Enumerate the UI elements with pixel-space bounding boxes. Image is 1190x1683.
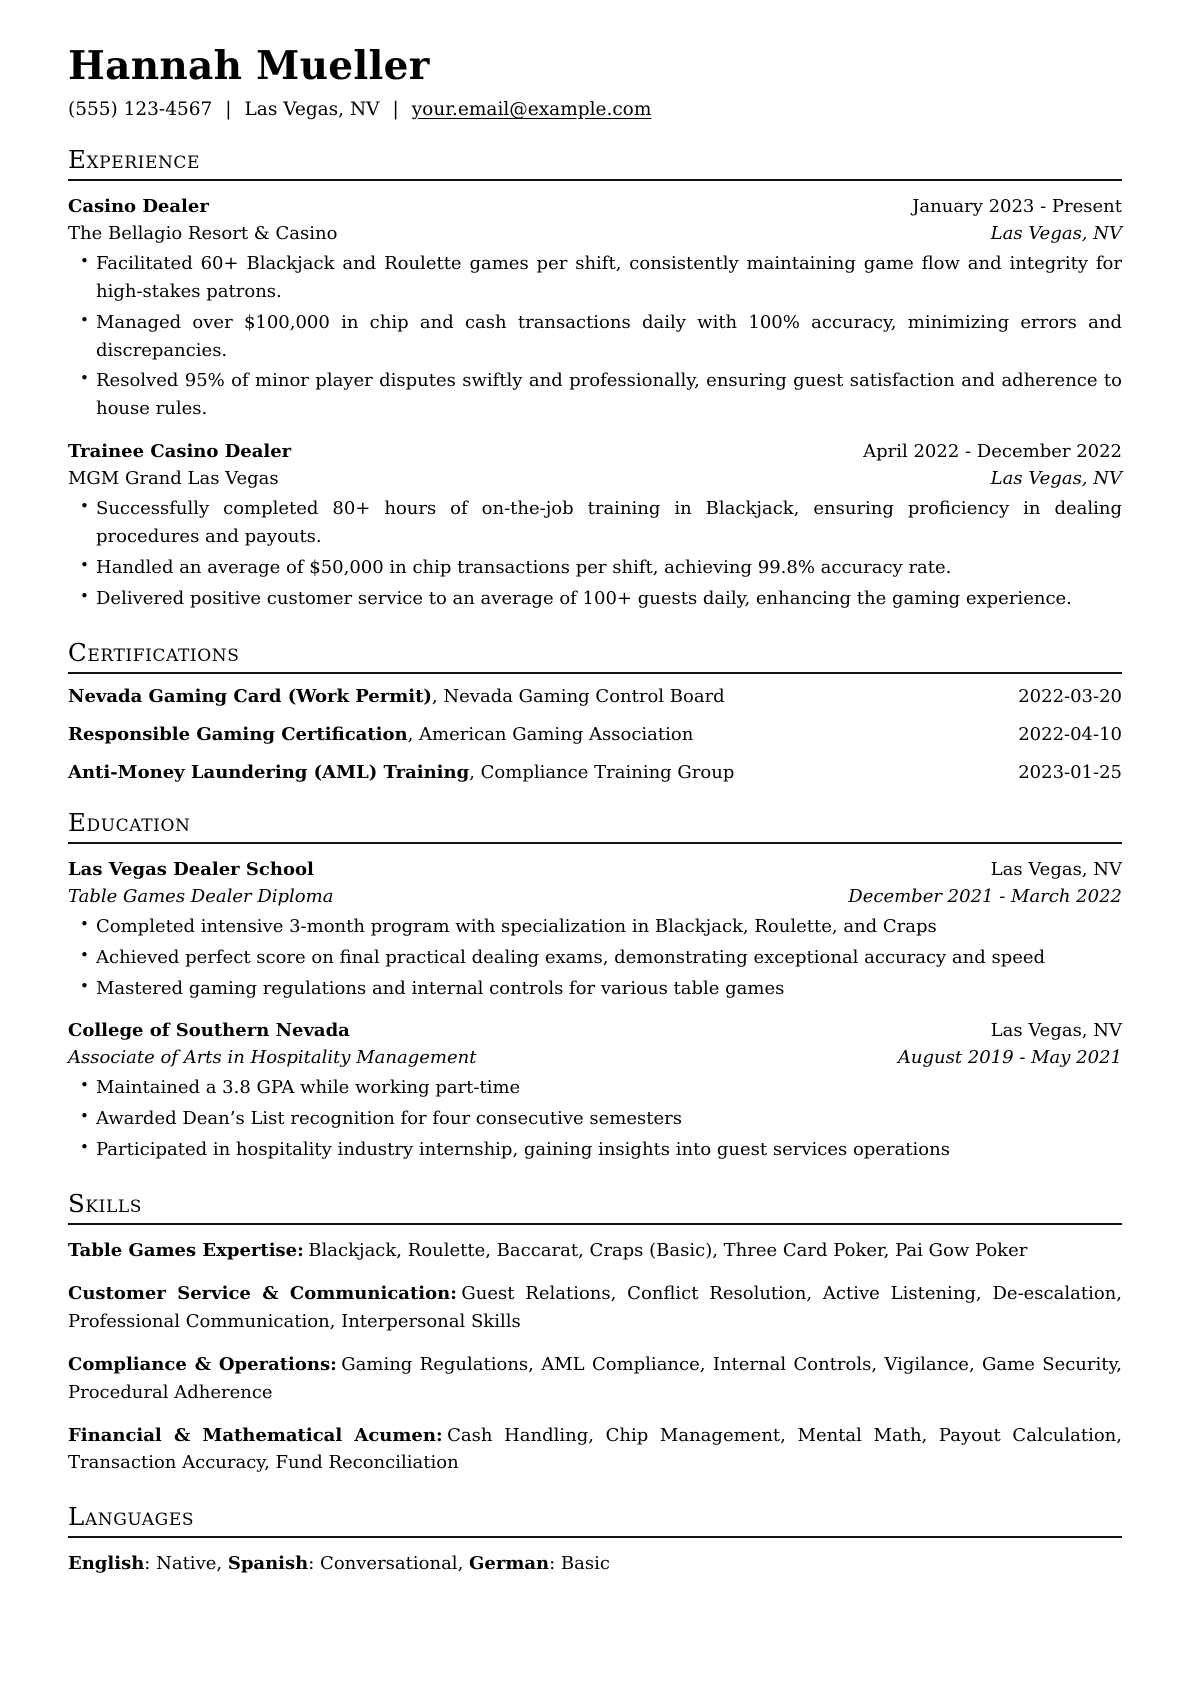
skill-group <box>68 1280 1122 1336</box>
bullet-text: Resolved 95% of minor player disputes swiftly and professionally, ensuring guest satisfaction and adherence to house rules. <box>96 370 1122 420</box>
school-location: Las Vegas, NV <box>990 1020 1122 1042</box>
job-bullet-list <box>68 250 1122 423</box>
bullet-text: Managed over $100,000 in chip and cash transactions daily with 100% accuracy, minimizing errors and discrepancies. <box>96 311 1122 361</box>
bullet-item <box>68 309 1122 365</box>
bullet-text: Facilitated 60+ Blackjack and Roulette games per shift, consistently maintaining game flow and integrity for high-stakes patrons. <box>96 252 1122 302</box>
certification-row <box>68 762 1122 783</box>
languages-line <box>68 1550 1122 1578</box>
bullet-icon: • <box>80 1138 89 1157</box>
job-bullet-list <box>68 495 1122 613</box>
person-name: Hannah Mueller <box>68 43 430 89</box>
bullet-text: Delivered positive customer service to an average of 100+ guests daily, enhancing the gaming experience. <box>96 587 1072 609</box>
job-company: The Bellagio Resort & Casino <box>68 222 338 244</box>
bullet-icon: • <box>80 497 89 516</box>
bullet-item <box>68 585 1122 613</box>
separator-comma: , <box>216 1553 228 1575</box>
resume-header <box>68 44 1122 120</box>
separator-comma: , <box>469 761 481 783</box>
job-company: MGM Grand Las Vegas <box>68 468 279 490</box>
job-title: Trainee Casino Dealer <box>68 441 292 463</box>
school-location: Las Vegas, NV <box>990 858 1122 880</box>
school-name: College of Southern Nevada <box>68 1020 350 1042</box>
school-dates: December 2021 - March 2022 <box>848 885 1122 907</box>
school-name: Las Vegas Dealer School <box>68 858 314 880</box>
job-dates: January 2023 - Present <box>912 195 1122 217</box>
school-entry <box>68 1017 1122 1164</box>
bullet-icon: • <box>80 586 89 605</box>
bullet-icon: • <box>80 251 89 270</box>
certification-name: Anti-Money Laundering (AML) Training <box>68 761 470 783</box>
phone-number: (555) 123-4567 <box>68 98 213 120</box>
skill-text: Gaming Regulations, AML Compliance, Internal Controls, Vigilance, Game Security, Procedural Adherence <box>68 1353 1122 1403</box>
certification-date: 2022-04-10 <box>1018 723 1122 745</box>
certification-name: Nevada Gaming Card (Work Permit) <box>68 685 432 707</box>
separator-comma: , <box>407 723 420 745</box>
separator-pipe: | <box>392 98 399 120</box>
bullet-text: Completed intensive 3-month program with specialization in Blackjack, Roulette, and Craps <box>96 915 937 937</box>
bullet-item <box>68 913 1122 941</box>
bullet-icon: • <box>80 1107 89 1126</box>
certification-issuer: Nevada Gaming Control Board <box>443 685 725 707</box>
certification-issuer: American Gaming Association <box>419 723 694 745</box>
bullet-item <box>68 495 1122 551</box>
skill-label: Compliance & Operations: <box>68 1353 337 1375</box>
language-name: German <box>469 1553 550 1575</box>
school-entry <box>68 856 1122 1003</box>
bullet-icon: • <box>80 555 89 574</box>
section-certifications <box>68 638 1122 783</box>
language-level: Basic <box>560 1553 610 1575</box>
bullet-item <box>68 554 1122 582</box>
section-title-languages: Languages <box>68 1502 1122 1538</box>
certification-date: 2023-01-25 <box>1018 761 1122 783</box>
section-title-education: Education <box>68 808 1122 844</box>
email-link[interactable]: your.email@example.com <box>411 98 652 120</box>
school-degree: Table Games Dealer Diploma <box>68 885 334 907</box>
certification-date: 2022-03-20 <box>1018 685 1122 707</box>
bullet-item <box>68 367 1122 423</box>
location-text: Las Vegas, NV <box>244 98 380 120</box>
certification-issuer: Compliance Training Group <box>480 761 735 783</box>
school-bullet-list <box>68 1074 1122 1164</box>
job-location: Las Vegas, NV <box>990 468 1122 490</box>
skill-label: Table Games Expertise: <box>68 1240 304 1262</box>
separator-colon: : <box>144 1553 157 1575</box>
section-title-skills: Skills <box>68 1189 1122 1225</box>
job-entry <box>68 438 1122 613</box>
bullet-icon: • <box>80 310 89 329</box>
skill-group <box>68 1422 1122 1478</box>
separator-comma: , <box>431 685 444 707</box>
bullet-text: Participated in hospitality industry internship, gaining insights into guest services operations <box>96 1139 950 1161</box>
job-entry <box>68 193 1122 423</box>
skill-text: Guest Relations, Conflict Resolution, Active Listening, De-escalation, Professional Communication, Interpersonal Skills <box>68 1282 1122 1332</box>
section-experience <box>68 145 1122 613</box>
section-title-experience: Experience <box>68 145 1122 181</box>
bullet-item <box>68 944 1122 972</box>
bullet-text: Handled an average of $50,000 in chip transactions per shift, achieving 99.8% accuracy rate. <box>96 556 952 578</box>
bullet-text: Successfully completed 80+ hours of on-the-job training in Blackjack, ensuring proficiency in dealing procedures and payouts. <box>96 498 1122 548</box>
bullet-item <box>68 1136 1122 1164</box>
school-bullet-list <box>68 913 1122 1003</box>
bullet-text: Mastered gaming regulations and internal controls for various table games <box>96 977 785 999</box>
bullet-item <box>68 1105 1122 1133</box>
skill-label: Customer Service & Communication: <box>68 1282 457 1304</box>
job-dates: April 2022 - December 2022 <box>863 441 1122 463</box>
separator-comma: , <box>457 1553 470 1575</box>
language-name: Spanish <box>227 1553 309 1575</box>
skill-text: Cash Handling, Chip Management, Mental Math, Payout Calculation, Transaction Accuracy, Fund Reconciliation <box>68 1424 1122 1474</box>
school-dates: August 2019 - May 2021 <box>897 1047 1122 1069</box>
bullet-item <box>68 250 1122 306</box>
skill-label: Financial & Mathematical Acumen: <box>68 1424 443 1446</box>
skill-group <box>68 1351 1122 1407</box>
language-level: Conversational <box>320 1553 458 1575</box>
contact-line <box>68 99 1122 120</box>
certification-row <box>68 724 1122 745</box>
section-languages <box>68 1502 1122 1578</box>
bullet-text: Achieved perfect score on final practical dealing exams, demonstrating exceptional accuracy and speed <box>96 946 1046 968</box>
job-title: Casino Dealer <box>68 195 209 217</box>
bullet-text: Awarded Dean’s List recognition for four consecutive semesters <box>96 1108 682 1130</box>
school-degree: Associate of Arts in Hospitality Management <box>68 1047 477 1069</box>
separator-pipe: | <box>225 98 232 120</box>
section-education <box>68 808 1122 1164</box>
bullet-icon: • <box>80 1076 89 1095</box>
certification-row <box>68 686 1122 707</box>
language-level: Native <box>156 1553 217 1575</box>
section-skills <box>68 1189 1122 1477</box>
certification-name: Responsible Gaming Certification <box>68 723 408 745</box>
job-location: Las Vegas, NV <box>990 222 1122 244</box>
skill-text: Blackjack, Roulette, Baccarat, Craps (Basic), Three Card Poker, Pai Gow Poker <box>308 1240 1028 1262</box>
bullet-item <box>68 975 1122 1003</box>
separator-colon: : <box>308 1553 321 1575</box>
language-name: English <box>68 1553 145 1575</box>
bullet-item <box>68 1074 1122 1102</box>
skill-group <box>68 1237 1122 1265</box>
section-title-certifications: Certifications <box>68 638 1122 674</box>
bullet-icon: • <box>80 914 89 933</box>
separator-colon: : <box>549 1553 561 1575</box>
bullet-icon: • <box>80 945 89 964</box>
bullet-icon: • <box>80 976 89 995</box>
bullet-text: Maintained a 3.8 GPA while working part-time <box>96 1077 521 1099</box>
bullet-icon: • <box>80 369 89 388</box>
